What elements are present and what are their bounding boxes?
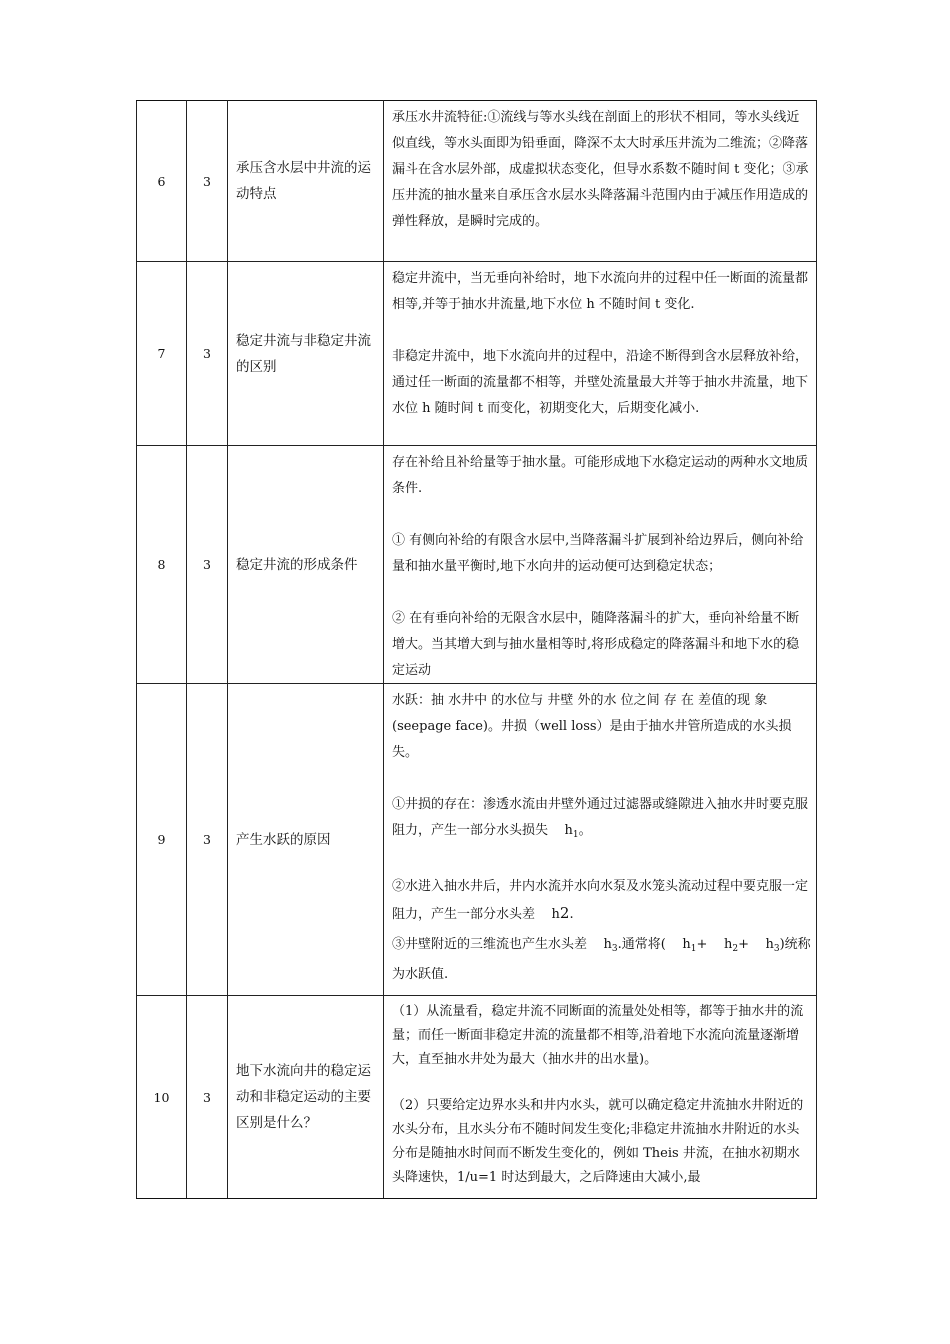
- row-body: [384, 684, 817, 996]
- row-score: 3: [187, 684, 228, 996]
- row-number: 6: [137, 101, 187, 262]
- table-row: [137, 446, 817, 684]
- table-row: [137, 996, 817, 1199]
- row-title: 稳定井流与非稳定井流的区别: [228, 262, 384, 446]
- body-paragraph: 水跃：抽 水井中 的水位与 井壁 外的水 位之间 存 在 差值的现 象(seepage face)。井损（well loss）是由于抽水井管所造成的水头损失。: [392, 693, 792, 760]
- row-score: 3: [187, 446, 228, 684]
- row-body: [384, 446, 817, 684]
- row-body: [384, 101, 817, 262]
- table-row: [137, 101, 817, 262]
- body-paragraph: ② 在有垂向补给的无限含水层中，随降落漏斗的扩大，垂向补给量不断增大。当其增大到与抽水量相等时,将形成稳定的降落漏斗和地下水的稳定运动: [392, 611, 800, 678]
- row-title: 地下水流向井的稳定运动和非稳定运动的主要区别是什么？: [228, 996, 384, 1199]
- body-paragraph: 非稳定井流中，地下水流向井的过程中，沿途不断得到含水层释放补给，通过任一断面的流量都不相等，并壁处流量最大并等于抽水井流量，地下水位 h 随时间 t 而变化，初期变化大，后期变化减小.: [392, 349, 809, 416]
- content-table: [136, 100, 817, 1199]
- row-body: [384, 262, 817, 446]
- body-paragraph: 稳定井流中，当无垂向补给时，地下水流向井的过程中任一断面的流量都相等,并等于抽水井流量,地下水位 h 不随时间 t 变化.: [392, 271, 809, 312]
- row-number: 7: [137, 262, 187, 446]
- row-body: [384, 996, 817, 1199]
- body-paragraph: ③井壁附近的三维流也产生水头差 $h_3$.通常将( $h_1+$ $h_2+$ $h_3$)统称为水跃值.: [392, 937, 811, 982]
- row-number: 10: [137, 996, 187, 1199]
- row-title: 产生水跃的原因: [228, 684, 384, 996]
- table-row: [137, 262, 817, 446]
- body-paragraph: （2）只要给定边界水头和井内水头，就可以确定稳定井流抽水井附近的水头分布，且水头分布不随时间发生变化;非稳定井流抽水井附近的水头分布是随抽水时间而不断发生变化的，例如 Theis 井流，在抽水初期水头降速快，1/u=1 时达到最大，之后降速由大减小,最: [392, 1098, 804, 1185]
- body-paragraph: ①井损的存在：渗透水流由井壁外通过过滤器或缝隙进入抽水井时要克服阻力，产生一部分水头损失 $h_1$。: [392, 797, 809, 840]
- row-number: 8: [137, 446, 187, 684]
- row-score: 3: [187, 262, 228, 446]
- body-paragraph: ②水进入抽水井后，井内水流并水向水泵及水笼头流动过程中要克服一定阻力，产生一部分水头差 h2.: [392, 879, 809, 922]
- body-paragraph: ① 有侧向补给的有限含水层中,当降落漏斗扩展到补给边界后，侧向补给量和抽水量平衡时,地下水向井的运动便可达到稳定状态；: [392, 533, 804, 574]
- row-score: 3: [187, 996, 228, 1199]
- body-paragraph: （1）从流量看，稳定井流不同断面的流量处处相等，都等于抽水井的流量；而任一断面非稳定井流的流量都不相等,沿着地下水流向流量逐渐增大，直至抽水井处为最大（抽水井的出水量)。: [392, 1004, 804, 1067]
- body-paragraph: 存在补给且补给量等于抽水量。可能形成地下水稳定运动的两种水文地质条件.: [392, 455, 809, 496]
- row-title: 承压含水层中井流的运动特点: [228, 101, 384, 262]
- body-paragraph: 承压水井流特征:①流线与等水头线在剖面上的形状不相同，等水头线近似直线，等水头面即为铅垂面，降深不太大时承压井流为二维流；②降落漏斗在含水层外部，成虚拟状态变化，但导水系数不随时间 t 变化；③承压井流的抽水量来自承压含水层水头降落漏斗范围内由于减压作用造成的弹性释放，是瞬时完成的。: [392, 110, 809, 229]
- table-row: [137, 684, 817, 996]
- row-score: 3: [187, 101, 228, 262]
- row-title: 稳定井流的形成条件: [228, 446, 384, 684]
- row-number: 9: [137, 684, 187, 996]
